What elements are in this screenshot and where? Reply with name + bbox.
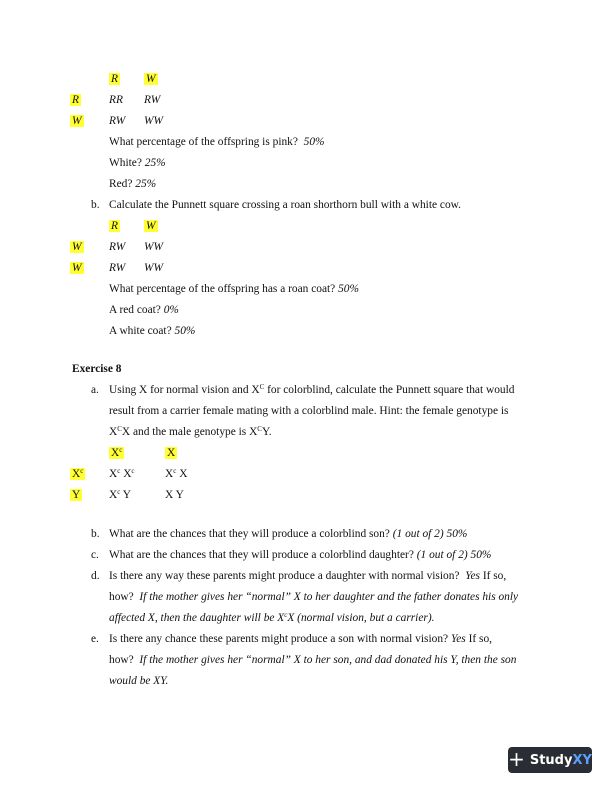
answer-colorblind-daughter: (1 out of 2) 50%: [416, 549, 492, 561]
punnett3-r1c1: $X^c$ $X^c$: [109, 467, 135, 480]
punnett1-col2: W: [146, 73, 156, 85]
item-b-text: Calculate the Punnett square crossing a roan shorthorn bull with a white cow.: [109, 199, 461, 211]
question-white-coat: A white coat? 50%: [109, 325, 196, 337]
item-b-marker: b.: [91, 199, 100, 211]
answer-red-coat: 0%: [163, 304, 179, 316]
item-e-question: Is there any chance these parents might produce a son with normal vision? Yes If so,: [109, 633, 492, 645]
punnett3-col1: $X^c$: [111, 446, 123, 459]
question-red-coat: A red coat? 0%: [109, 304, 179, 316]
punnett1-row2-label: W: [72, 115, 82, 127]
item-a-line2: result from a carrier female mating with a colorblind male. Hint: the female genotype is: [109, 405, 509, 417]
plus-icon: +: [508, 747, 525, 771]
punnett1-r2c1: RW: [109, 115, 126, 127]
punnett3-row1-label: $X^c$: [72, 467, 84, 480]
punnett1-r1c2: RW: [144, 94, 161, 106]
punnett2-r2c1: RW: [109, 262, 126, 274]
item-a-line3: $X^CX$ and the male genotype is $X^CY$.: [109, 425, 272, 438]
exercise-title: Exercise 8: [72, 363, 122, 375]
question-red: Red? 25%: [109, 178, 157, 190]
punnett3-r1c2: $X^c$ X: [165, 467, 188, 480]
punnett3-row2-label: Y: [72, 489, 81, 501]
item-b2: What are the chances that they will produce a colorblind son? (1 out of 2) 50%: [109, 528, 468, 540]
item-c: What are the chances that they will produce a colorblind daughter? (1 out of 2) 50%: [109, 549, 492, 561]
item-c-marker: c.: [91, 549, 99, 561]
punnett3-col2: X: [167, 447, 176, 459]
punnett1-r2c2: WW: [144, 115, 163, 127]
punnett1-row1-label: R: [72, 94, 79, 106]
punnett1-col1: R: [111, 73, 118, 85]
question-roan: What percentage of the offspring has a roan coat? 50%: [109, 283, 359, 295]
punnett3-r2c1: $X^c$ Y: [109, 488, 131, 501]
item-d-answer-line2: affected X, then the daughter will be $X^cX$ (normal vision, but a carrier).: [109, 611, 435, 624]
punnett2-r1c2: WW: [144, 241, 163, 253]
item-d-question: Is there any way these parents might produce a daughter with normal vision? Yes If so,: [109, 570, 507, 582]
item-d-marker: d.: [91, 570, 100, 582]
punnett2-row1-label: W: [72, 241, 82, 253]
answer-colorblind-son: (1 out of 2) 50%: [392, 528, 468, 540]
answer-roan: 50%: [338, 283, 359, 295]
answer-e-yes: Yes: [450, 633, 466, 645]
answer-red: 25%: [135, 178, 157, 190]
item-b2-marker: b.: [91, 528, 100, 540]
question-pink: What percentage of the offspring is pink? 50%: [109, 136, 325, 148]
punnett1-r1c1: RR: [109, 94, 123, 106]
answer-white: 25%: [144, 157, 166, 169]
item-e-marker: e.: [91, 633, 99, 645]
item-a-line1: Using X for normal vision and $X^C$ for colorblind, calculate the Punnett square that would: [109, 383, 515, 396]
item-e-answer-line2: would be XY.: [109, 675, 169, 687]
item-e-answer-line1: how? If the mother gives her “normal” X to her son, and dad donated his Y, then the son: [109, 654, 517, 666]
studyxy-logo: [508, 747, 592, 773]
item-a-marker: a.: [91, 384, 99, 396]
punnett2-col1: R: [111, 220, 118, 232]
punnett2-col2: W: [146, 220, 156, 232]
punnett3-r2c2: X Y: [165, 489, 184, 501]
punnett2-r2c2: WW: [144, 262, 163, 274]
punnett2-row2-label: W: [72, 262, 82, 274]
question-white: White? 25%: [109, 157, 166, 169]
answer-d-yes: Yes: [465, 570, 480, 582]
item-d-answer-line1: how? If the mother gives her “normal” X to her daughter and the father donates his only: [109, 591, 519, 603]
logo-text: StudyXY: [529, 752, 592, 768]
answer-pink: 50%: [303, 136, 325, 148]
answer-white-coat: 50%: [174, 325, 196, 337]
punnett2-r1c1: RW: [109, 241, 126, 253]
